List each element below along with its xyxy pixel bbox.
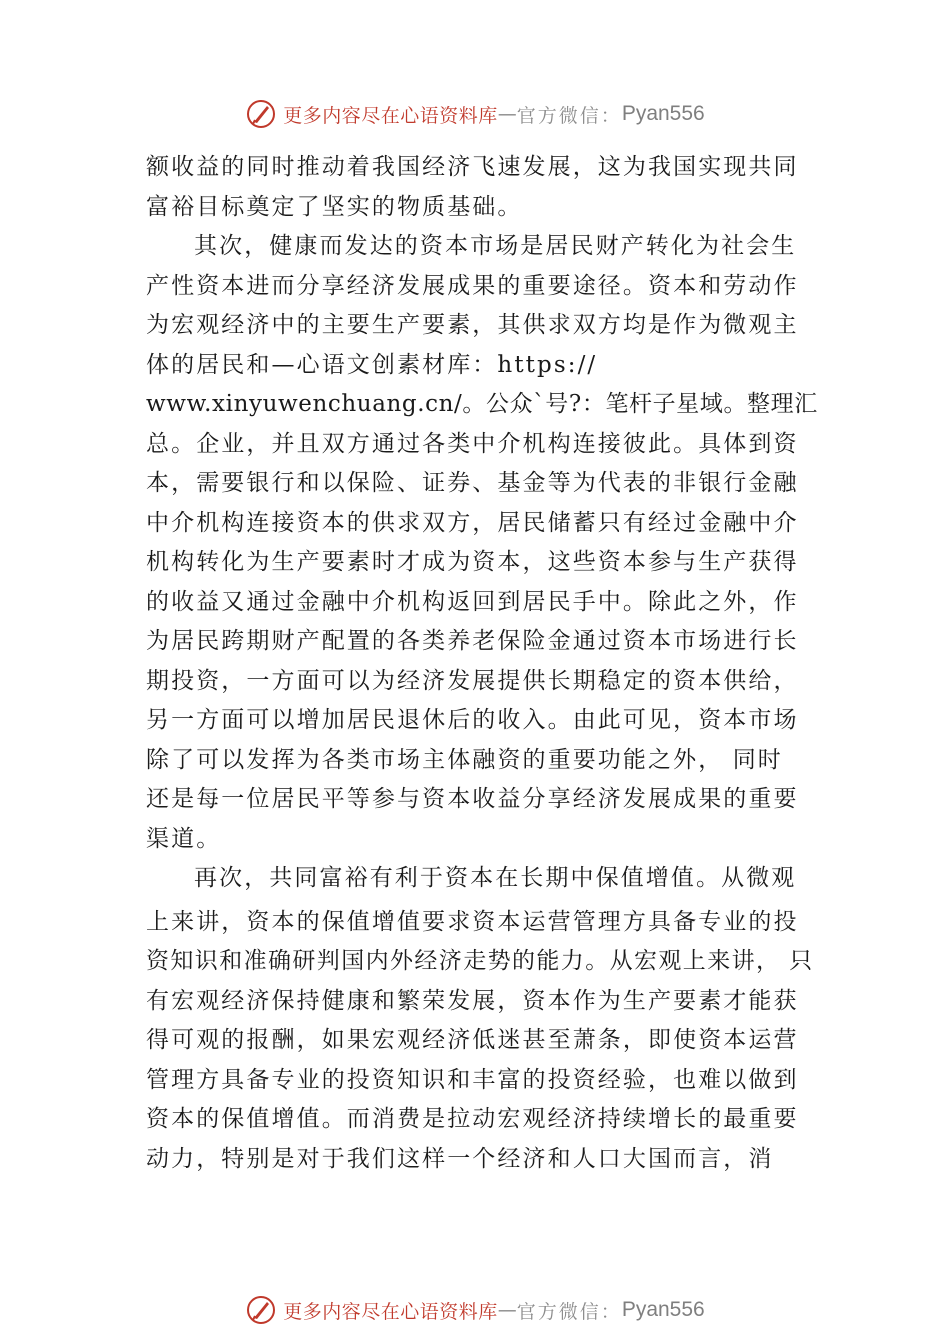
- text-line: 产性资本进而分享经济发展成果的重要途径。资本和劳动作: [146, 272, 799, 299]
- text-line: 为宏观经济中的主要生产要素，其供求双方均是作为微观主: [146, 312, 799, 338]
- banner-separator: —: [497, 103, 517, 125]
- banner-wechat-label: 官方微信：: [516, 1300, 622, 1323]
- text-line-url: www.xinyuwenchuang.cn/。公众`号?：笔杆子星域。整理汇: [146, 391, 818, 417]
- text-line: 中介机构连接资本的供求双方，居民储蓄只有经过金融中介: [146, 509, 799, 536]
- text-line: 总。企业，并且双方通过各类中介机构连接彼此。具体到资: [146, 430, 799, 457]
- text-line: 渠道。: [146, 825, 222, 852]
- quill-pen-circle-icon: [245, 98, 277, 130]
- quill-pen-circle-icon: [245, 1294, 277, 1326]
- banner-wechat-id: Pyan556: [621, 1298, 705, 1321]
- text-line: 另一方面可以增加居民退休后的收入。由此可见，资本市场: [146, 707, 799, 733]
- text-line: 有宏观经济保持健康和繁荣发展，资本作为生产要素才能获: [146, 987, 799, 1014]
- text-line: 机构转化为生产要素时才成为资本，这些资本参与生产获得: [146, 549, 799, 575]
- text-line: 得可观的报酬，如果宏观经济低迷甚至萧条，即使资本运营: [146, 1027, 799, 1053]
- text-line: 动力，特别是对于我们这样一个经济和人口大国而言，消: [146, 1145, 774, 1172]
- banner-wechat-label: 官方微信：: [516, 104, 622, 127]
- text-line: 富裕目标奠定了坚实的物质基础。: [146, 193, 523, 220]
- banner-brand: 更多内容尽在心语资料库: [283, 1300, 498, 1323]
- text-line: 上来讲，资本的保值增值要求资本运营管理方具备专业的投: [146, 908, 799, 935]
- text-line: 额收益的同时推动着我国经济飞速发展，这为我国实现共同: [146, 154, 799, 180]
- text-line: 为居民跨期财产配置的各类养老保险金通过资本市场进行长: [146, 628, 799, 654]
- paragraph-start: 其次，健康而发达的资本市场是居民财产转化为社会生: [194, 233, 797, 259]
- document-body: [146, 148, 818, 1179]
- text-line: 还是每一位居民平等参与资本收益分享经济发展成果的重要: [146, 786, 799, 812]
- banner-brand: 更多内容尽在心语资料库: [283, 104, 498, 127]
- text-line: 管理方具备专业的投资知识和丰富的投资经验，也难以做到: [146, 1066, 799, 1093]
- banner-wechat-id: Pyan556: [621, 102, 705, 125]
- text-line: 本，需要银行和以保险、证券、基金等为代表的非银行金融: [146, 470, 799, 496]
- banner-separator: —: [497, 1299, 517, 1321]
- text-line: 资知识和准确研判国内外经济走势的能力。从宏观上来讲， 只: [146, 948, 814, 974]
- text-line: 期投资，一方面可以为经济发展提供长期稳定的资本供给，: [146, 667, 799, 694]
- header-banner: [0, 94, 950, 134]
- text-line: 资本的保值增值。而消费是拉动宏观经济持续增长的最重要: [146, 1106, 799, 1132]
- text-line: 的收益又通过金融中介机构返回到居民手中。除此之外，作: [146, 588, 799, 615]
- text-line: 体的居民和—心语文创素材库：https://: [146, 351, 598, 378]
- footer-banner: [0, 1290, 950, 1330]
- text-line: 除了可以发挥为各类市场主体融资的重要功能之外， 同时: [146, 746, 783, 773]
- paragraph-start: 再次，共同富裕有利于资本在长期中保值增值。从微观: [194, 865, 797, 891]
